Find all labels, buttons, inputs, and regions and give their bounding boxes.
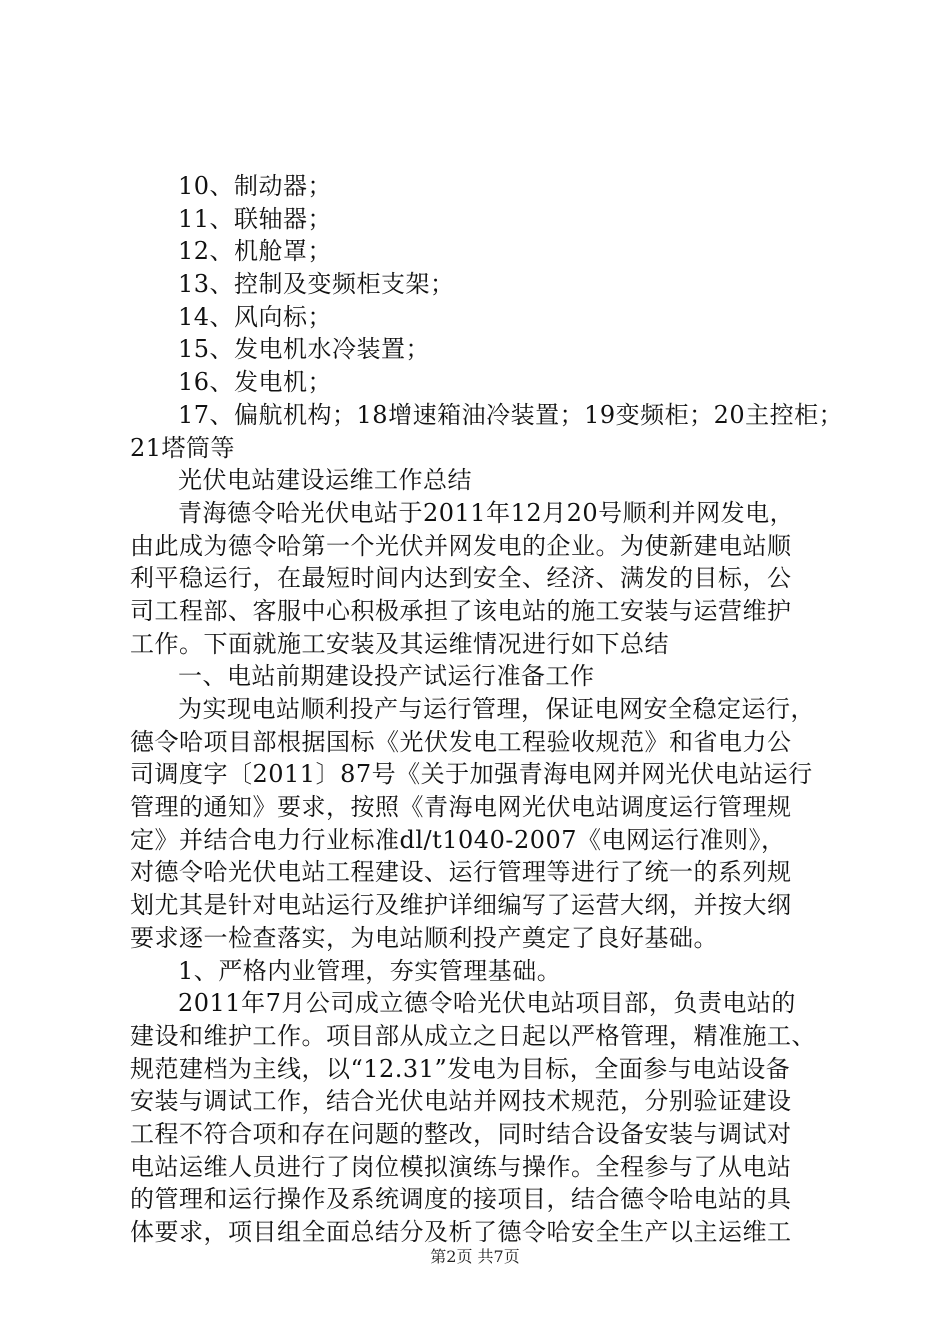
section-heading: 一、电站前期建设投产试运行准备工作 (178, 662, 595, 691)
paragraph-line: 要求逐一检查落实，为电站顺利投产奠定了良好基础。 (130, 923, 718, 952)
paragraph-line: 定》并结合电力行业标准dl/t1040-2007《电网运行准则》， (130, 825, 786, 854)
paragraph-line: 2011年7月公司成立德令哈光伏电站项目部，负责电站的 (178, 989, 796, 1018)
subsection-heading: 1、严格内业管理，夯实管理基础。 (178, 956, 562, 985)
list-item: 10、制动器； (178, 172, 333, 200)
list-item: 16、发电机； (178, 368, 333, 397)
document-body (130, 170, 844, 1249)
list-item-continuation: 21塔筒等 (130, 433, 236, 462)
paragraph-line: 工作。下面就施工安装及其运维情况进行如下总结 (130, 629, 669, 658)
list-item: 11、联轴器； (178, 204, 333, 233)
paragraph-line: 体要求，项目组全面总结分及析了德令哈安全生产以主运维工 (130, 1218, 792, 1246)
list-item: 12、机舱罩； (178, 237, 333, 266)
paragraph-line: 安装与调试工作，结合光伏电站并网技术规范，分别验证建设 (130, 1087, 792, 1116)
paragraph-line: 青海德令哈光伏电站于2011年12月20号顺利并网发电， (178, 498, 795, 527)
paragraph-line: 建设和维护工作。项目部从成立之日起以严格管理，精准施工、 (130, 1021, 816, 1050)
paragraph-line: 的管理和运行操作及系统调度的接项目，结合德令哈电站的具 (130, 1185, 792, 1214)
paragraph-line: 由此成为德令哈第一个光伏并网发电的企业。为使新建电站顺 (130, 531, 792, 560)
paragraph-line: 德令哈项目部根据国标《光伏发电工程验收规范》和省电力公 (130, 727, 792, 756)
page-number-footer: 第2页 共7页 (430, 1247, 520, 1266)
paragraph-line: 司工程部、客服中心积极承担了该电站的施工安装与运营维护 (130, 596, 792, 625)
paragraph-line: 对德令哈光伏电站工程建设、运行管理等进行了统一的系列规 (130, 858, 792, 887)
list-item: 14、风向标； (178, 302, 333, 331)
list-item: 17、偏航机构；18增速箱油冷装置；19变频柜；20主控柜； (178, 400, 844, 429)
paragraph-line: 工程不符合项和存在问题的整改，同时结合设备安装与调试对 (130, 1119, 792, 1148)
paragraph-line: 电站运维人员进行了岗位模拟演练与操作。全程参与了从电站 (130, 1152, 792, 1181)
list-item: 15、发电机水冷装置； (178, 335, 431, 364)
paragraph-line: 司调度字〔2011〕87号《关于加强青海电网并网光伏电站运行 (130, 760, 813, 789)
paragraph-line: 规范建档为主线，以“12.31”发电为目标，全面参与电站设备 (130, 1054, 791, 1083)
list-item: 13、控制及变频柜支架； (178, 270, 455, 299)
paragraph-line: 划尤其是针对电站运行及维护详细编写了运营大纲，并按大纲 (130, 891, 792, 920)
paragraph-line: 为实现电站顺利投产与运行管理，保证电网安全稳定运行， (178, 695, 815, 723)
paragraph-line: 利平稳运行，在最短时间内达到安全、经济、满发的目标，公 (130, 564, 792, 593)
paragraph-line: 管理的通知》要求，按照《青海电网光伏电站调度运行管理规 (130, 793, 792, 822)
section-title: 光伏电站建设运维工作总结 (178, 466, 472, 495)
